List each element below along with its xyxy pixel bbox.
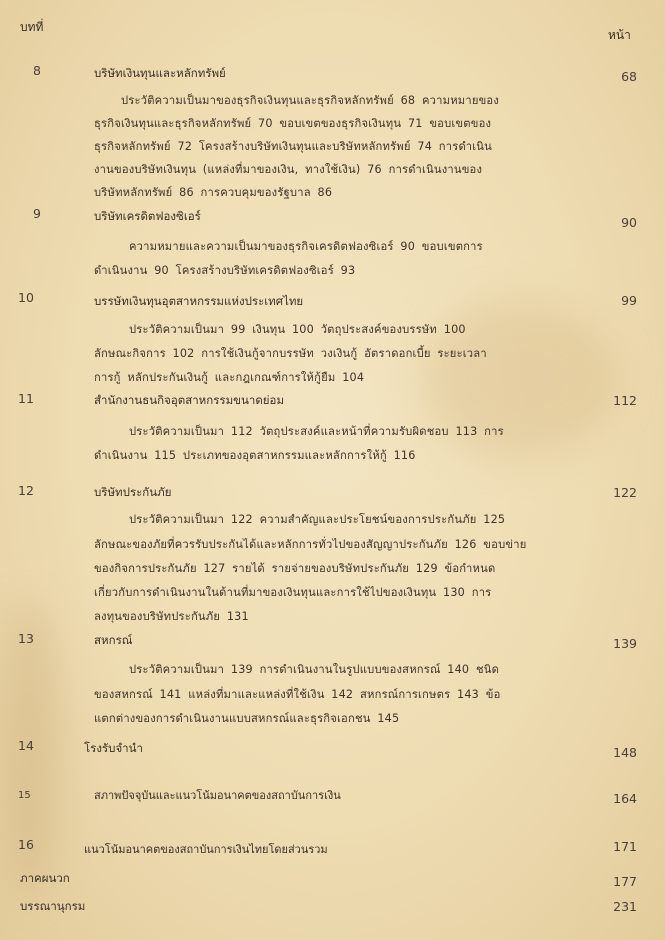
chapter-title: สหกรณ์: [94, 633, 133, 647]
chapter-number: 12: [18, 483, 34, 498]
chapter-page: 171: [613, 839, 637, 854]
chapter-summary-line: ประวัติความเป็นมา 112 วัตถุประสงค์และหน้าที่ความรับผิดชอบ 113 การ: [129, 425, 504, 438]
chapter-column-header: บทที่: [20, 20, 44, 34]
chapter-summary-line: การกู้ หลักประกันเงินกู้ และกฎเกณฑ์การให้กู้ยืม 104: [94, 371, 365, 384]
chapter-summary-line: บริษัทหลักทรัพย์ 86 การควบคุมของรัฐบาล 86: [94, 186, 333, 199]
back-matter-page: 231: [613, 899, 637, 914]
chapter-title: บริษัทเงินทุนและหลักทรัพย์: [94, 66, 226, 80]
chapter-summary-line: แตกต่างของการดำเนินงานแบบสหกรณ์และธุรกิจเอกชน 145: [94, 712, 400, 725]
chapter-summary-line: ลักษณะกิจการ 102 การใช้เงินกู้จากบรรษัท วงเงินกู้ อัตราดอกเบี้ย ระยะเวลา: [94, 347, 487, 360]
back-matter-title: บรรณานุกรม: [20, 899, 86, 913]
chapter-summary-line: ประวัติความเป็นมา 139 การดำเนินงานในรูปแบบของสหกรณ์ 140 ชนิด: [129, 663, 500, 676]
chapter-number: 9: [33, 206, 41, 221]
chapter-number: 13: [18, 631, 34, 646]
chapter-summary-line: ธุรกิจเงินทุนและธุรกิจหลักทรัพย์ 70 ขอบเขตของธุรกิจเงินทุน 71 ขอบเขตของ: [94, 117, 492, 130]
chapter-page: 148: [613, 745, 637, 760]
chapter-page: 90: [621, 215, 637, 230]
chapter-number: 8: [33, 63, 41, 78]
chapter-summary-line: ลักษณะของภัยที่ควรรับประกันได้และหลักการทั่วไปของสัญญาประกันภัย 126 ขอบข่าย: [94, 538, 527, 551]
chapter-summary-line: ประวัติความเป็นมาของธุรกิจเงินทุนและธุรกิจหลักทรัพย์ 68 ความหมายของ: [121, 94, 500, 107]
chapter-title: บรรษัทเงินทุนอุตสาหกรรมแห่งประเทศไทย: [94, 294, 304, 308]
chapter-title: โรงรับจำนำ: [84, 741, 143, 755]
chapter-summary-line: เกี่ยวกับการดำเนินงานในด้านที่มาของเงินทุนและการใช้ไปของเงินทุน 130 การ: [94, 586, 492, 599]
chapter-page: 164: [613, 791, 637, 806]
chapter-page: 139: [613, 636, 637, 651]
chapter-title: บริษัทประกันภัย: [94, 485, 172, 499]
chapter-number: 15: [18, 790, 31, 801]
chapter-title: สภาพปัจจุบันและแนวโน้มอนาคตของสถาบันการเงิน: [94, 789, 341, 802]
chapter-summary-line: ดำเนินงาน 115 ประเภทของอุตสาหกรรมและหลักการให้กู้ 116: [94, 449, 416, 462]
chapter-title: แนวโน้มอนาคตของสถาบันการเงินไทยโดยส่วนรวม: [84, 843, 328, 856]
chapter-title: บริษัทเครดิตฟองซิเอร์: [94, 209, 201, 223]
chapter-summary-line: ของกิจการประกันภัย 127 รายได้ รายจ่ายของบริษัทประกันภัย 129 ข้อกำหนด: [94, 562, 496, 575]
chapter-number: 11: [18, 391, 34, 406]
chapter-summary-line: งานของบริษัทเงินทุน (แหล่งที่มาของเงิน, ทางใช้เงิน) 76 การดำเนินงานของ: [94, 163, 483, 176]
chapter-page: 99: [621, 293, 637, 308]
chapter-summary-line: ธุรกิจหลักทรัพย์ 72 โครงสร้างบริษัทเงินทุนและบริษัทหลักทรัพย์ 74 การดำเนิน: [94, 140, 492, 153]
chapter-number: 10: [18, 290, 34, 305]
chapter-summary-line: ลงทุนของบริษัทประกันภัย 131: [94, 610, 249, 623]
back-matter-title: ภาคผนวก: [20, 871, 70, 885]
chapter-title: สำนักงานธนกิจอุตสาหกรรมขนาดย่อม: [94, 393, 285, 407]
chapter-page: 122: [613, 485, 637, 500]
page-column-header: หน้า: [608, 28, 631, 42]
back-matter-page: 177: [613, 874, 637, 889]
chapter-summary-line: ประวัติความเป็นมา 122 ความสำคัญและประโยชน์ของการประกันภัย 125: [129, 513, 506, 526]
chapter-summary-line: ดำเนินงาน 90 โครงสร้างบริษัทเครดิตฟองซิเอร์ 93: [94, 264, 356, 277]
chapter-summary-line: ของสหกรณ์ 141 แหล่งที่มาและแหล่งที่ใช้เงิน 142 สหกรณ์การเกษตร 143 ข้อ: [94, 688, 501, 701]
chapter-number: 16: [18, 837, 34, 852]
chapter-summary-line: ประวัติความเป็นมา 99 เงินทุน 100 วัตถุประสงค์ของบรรษัท 100: [129, 323, 466, 336]
chapter-number: 14: [18, 738, 34, 753]
chapter-page: 112: [613, 393, 637, 408]
chapter-summary-line: ความหมายและความเป็นมาของธุรกิจเครดิตฟองซิเอร์ 90 ขอบเขตการ: [129, 240, 483, 253]
chapter-page: 68: [621, 69, 637, 84]
